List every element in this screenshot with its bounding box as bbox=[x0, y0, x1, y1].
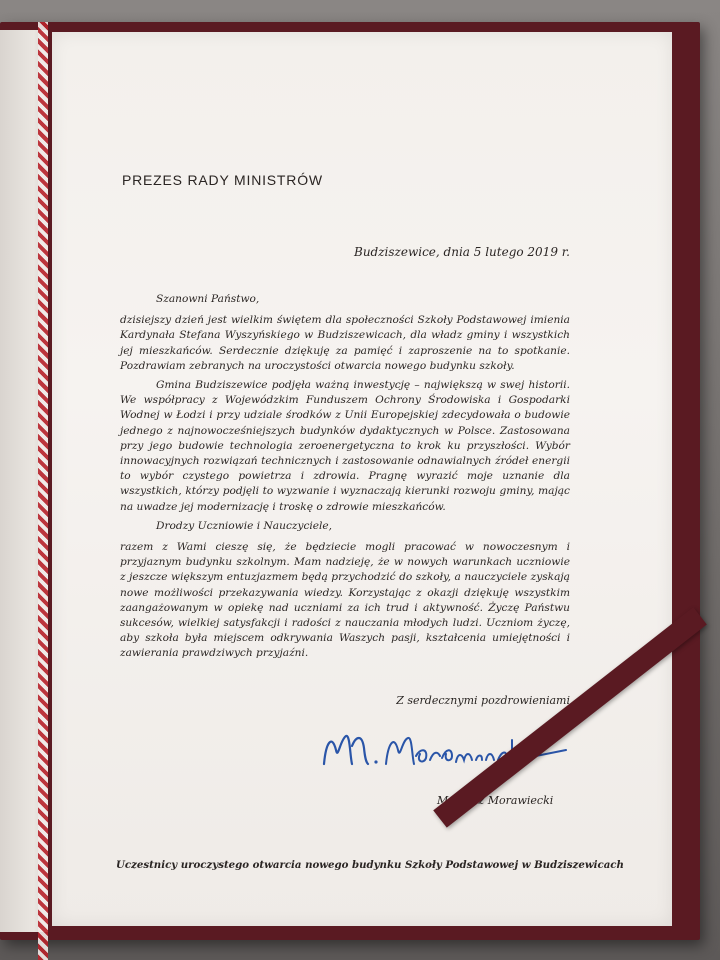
letter-header: PREZES RADY MINISTRÓW bbox=[122, 172, 323, 188]
letter-dateline: Budziszewice, dnia 5 lutego 2019 r. bbox=[354, 245, 570, 259]
letter-body bbox=[120, 292, 570, 666]
letter-paragraph-3: razem z Wami cieszę się, że będziecie mogli pracować w nowoczesnym i przyjaznym budynku szkolnym. Mam nadzieję, że w nowych warunkach uczniowie z jeszcze większym entuzjazmem będą przychodzić do szkoły, a nauczyciele zyskają nowe możliwości przekazywania wiedzy. Korzystając z okazji dziękuję wszystkim zaangażowanym w opiekę nad uczniami za ich trud i aktywność. Życzę Państwu sukcesów, wielkiej satysfakcji i radości z nauczania młodych ludzi. Uczniom życzę, aby szkoła była miejscem odkrywania Waszych pasji, kształcenia umiejętności i zawierania prawdziwych przyjaźni. bbox=[120, 541, 570, 660]
letter-greeting-2: Drodzy Uczniowie i Nauczyciele, bbox=[156, 519, 333, 532]
binding-cord bbox=[38, 22, 48, 960]
letter-footer: Uczestnicy uroczystego otwarcia nowego budynku Szkoły Podstawowej w Budziszewicach bbox=[116, 859, 624, 871]
signer-name: Mateusz Morawiecki bbox=[437, 794, 554, 807]
letter-paragraph-1: dzisiejszy dzień jest wielkim świętem dla społeczności Szkoły Podstawowej imienia Kardynała Stefana Wyszyńskiego w Budziszewicach, dla władz gminy i wszystkich jej mieszkańców. Serdecznie dziękuję za pamięć i zaproszenie na to spotkanie. Pozdrawiam zebranych na uroczystości otwarcia nowego budynku szkoły. bbox=[120, 314, 570, 372]
letter-closing: Z serdecznymi pozdrowieniami bbox=[396, 694, 570, 707]
letter-paragraph-2: Gmina Budziszewice podjęła ważną inwestycję – największą w swej historii. We współpracy z Wojewódzkim Funduszem Ochrony Środowiska i Gospodarki Wodnej w Łodzi i przy udziale środków z Unii Europejskiej zdecydowała o budowie jednego z najnowocześniejszych budynków dydaktycznych w Polsce. Zastosowana przy jego budowie technologia zeroenergetyczna to krok ku przyszłości. Wybór innowacyjnych rozwiązań technicznych i zastosowanie odnawialnych źródeł energii to wybór czystego powietrza i zdrowia. Pragnę wyrazić moje uznanie dla wszystkich, którzy podjęli to wyzwanie i wyznaczają kierunki rozwoju gminy, mając na uwadze jej modernizację i troskę o zdrowie mieszkańców. bbox=[120, 379, 570, 513]
letter-greeting: Szanowni Państwo, bbox=[156, 293, 260, 305]
